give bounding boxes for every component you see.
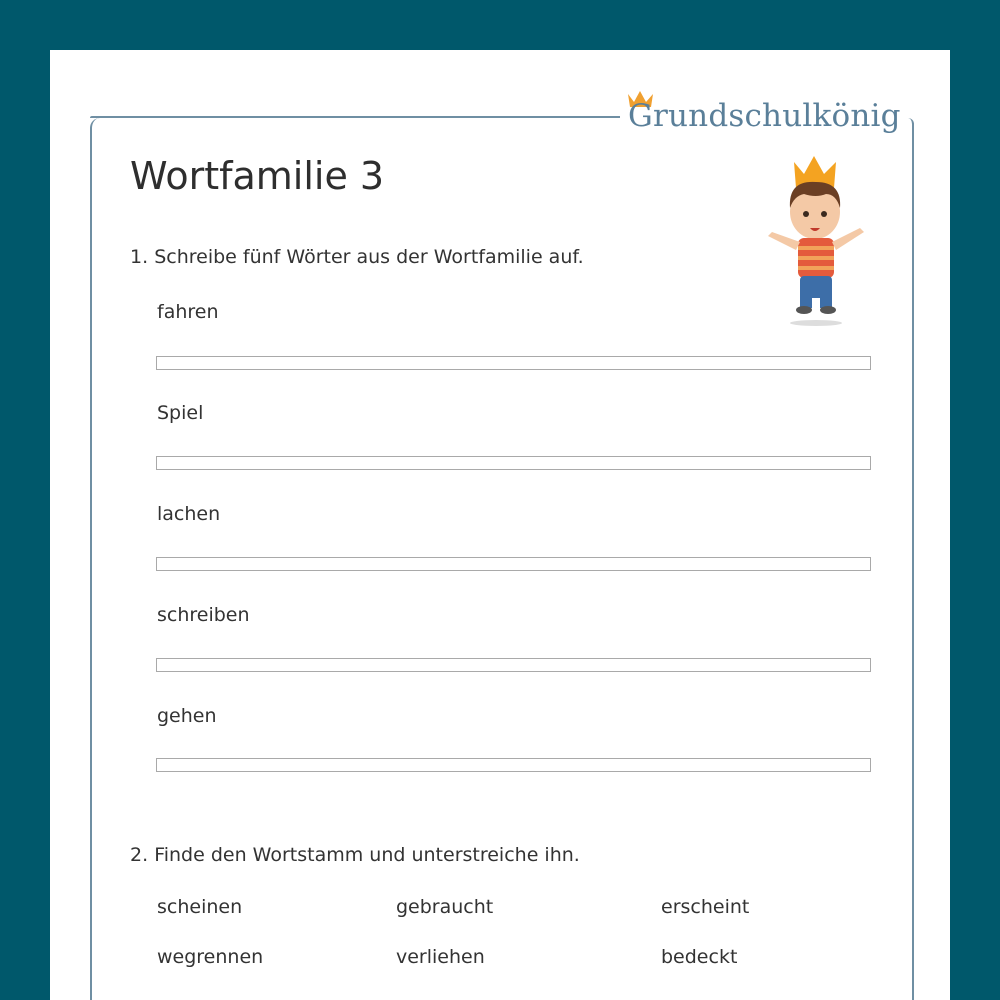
- stem-word[interactable]: erscheint: [661, 896, 750, 918]
- stem-word[interactable]: scheinen: [157, 896, 243, 918]
- stem-word[interactable]: verliehen: [396, 946, 485, 968]
- answer-line[interactable]: [156, 658, 871, 672]
- task-1-instruction: Schreibe fünf Wörter aus der Wortfamilie auf.: [154, 246, 584, 268]
- word-prompt: Spiel: [157, 402, 204, 424]
- task-1-number: 1.: [130, 246, 149, 268]
- stem-word[interactable]: wegrennen: [157, 946, 264, 968]
- answer-line[interactable]: [156, 758, 871, 772]
- task-1-label: [130, 246, 584, 268]
- word-prompt: schreiben: [157, 604, 250, 626]
- task-2-instruction: Finde den Wortstamm und unterstreiche ihn.: [154, 844, 580, 866]
- worksheet-page: [50, 50, 950, 1000]
- answer-line[interactable]: [156, 456, 871, 470]
- word-prompt: gehen: [157, 705, 217, 727]
- word-prompt: lachen: [157, 503, 221, 525]
- worksheet-title: Wortfamilie 3: [130, 154, 385, 198]
- answer-line[interactable]: [156, 557, 871, 571]
- task-2-label: [130, 844, 580, 866]
- word-prompt: fahren: [157, 301, 219, 323]
- brand-logo-text: Grundschulkönig: [628, 98, 901, 134]
- answer-line[interactable]: [156, 356, 871, 370]
- task-2-number: 2.: [130, 844, 149, 866]
- stem-word[interactable]: bedeckt: [661, 946, 738, 968]
- stem-word[interactable]: gebraucht: [396, 896, 494, 918]
- child-with-crown-illustration: [756, 150, 876, 330]
